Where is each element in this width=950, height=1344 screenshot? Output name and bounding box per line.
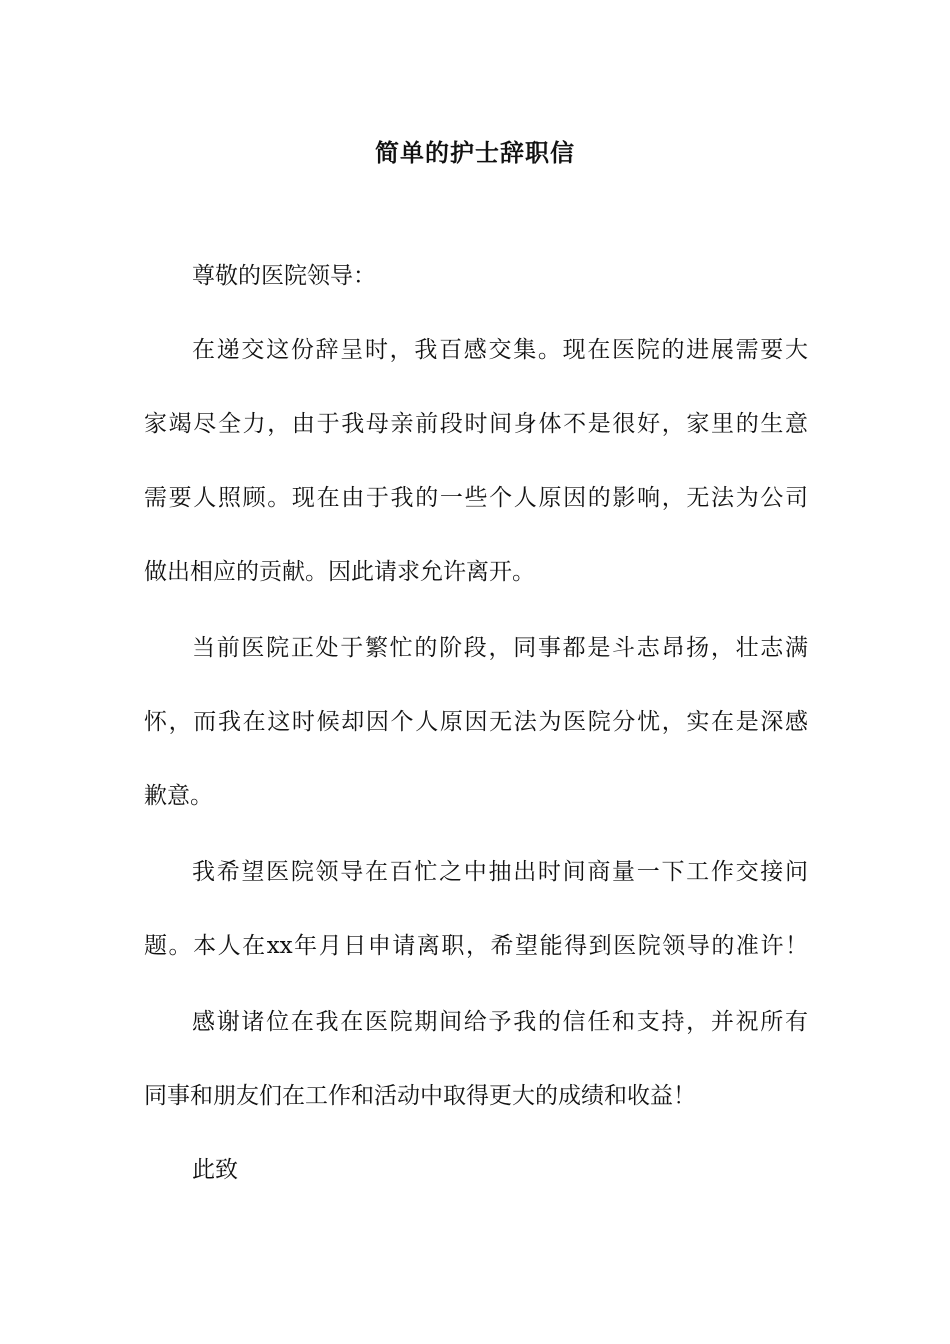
- paragraph-2-line-3: 歉意。: [144, 783, 213, 809]
- closing-line: 此致: [192, 1157, 238, 1183]
- paragraph-2-line-1: 当前医院正处于繁忙的阶段，同事都是斗志昂扬，壮志满: [192, 635, 808, 661]
- paragraph-1-line-1: 在递交这份辞呈时，我百感交集。现在医院的进展需要大: [192, 337, 808, 363]
- paragraph-1-line-4: 做出相应的贡献。因此请求允许离开。: [144, 559, 535, 585]
- paragraph-4-line-1: 感谢诸位在我在医院期间给予我的信任和支持，并祝所有: [192, 1009, 808, 1035]
- paragraph-3-line-2: 题。本人在xx年月日申请离职，希望能得到医院领导的准许！: [144, 933, 808, 959]
- paragraph-1-line-2: 家竭尽全力，由于我母亲前段时间身体不是很好，家里的生意: [144, 411, 808, 437]
- document-title: 简单的护士辞职信: [375, 139, 575, 167]
- paragraph-4-line-2: 同事和朋友们在工作和活动中取得更大的成绩和收益！: [144, 1083, 696, 1109]
- paragraph-2-line-2: 怀，而我在这时候却因个人原因无法为医院分忧，实在是深感: [144, 709, 808, 735]
- salutation-line: 尊敬的医院领导：: [192, 263, 376, 289]
- paragraph-3-line-1: 我希望医院领导在百忙之中抽出时间商量一下工作交接问: [192, 859, 808, 885]
- paragraph-1-line-3: 需要人照顾。现在由于我的一些个人原因的影响，无法为公司: [144, 485, 808, 511]
